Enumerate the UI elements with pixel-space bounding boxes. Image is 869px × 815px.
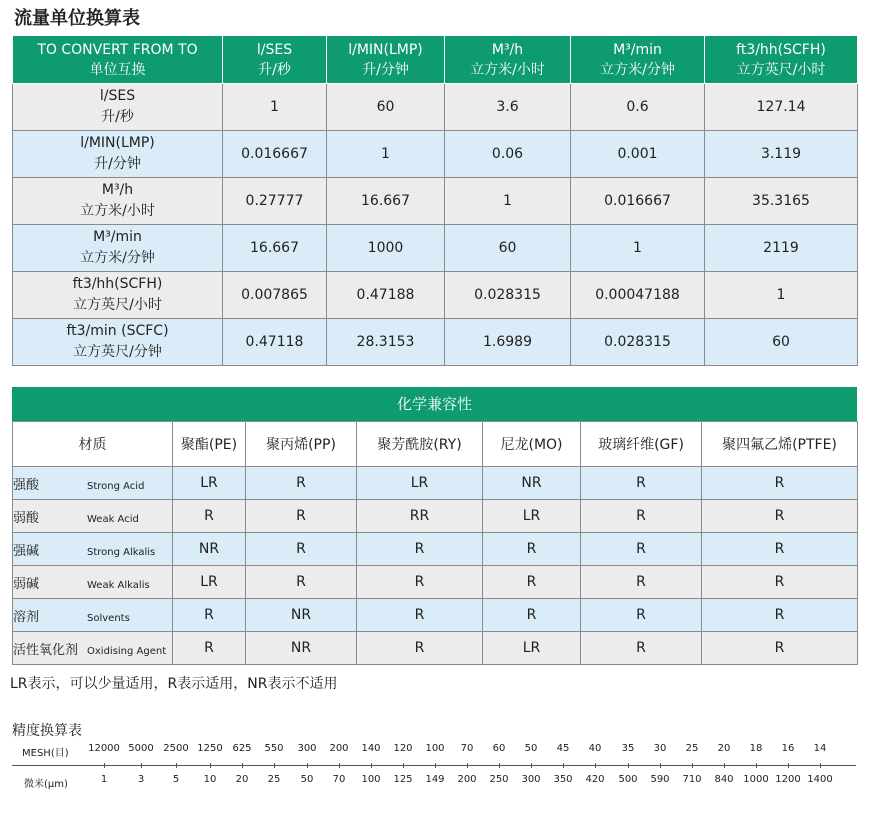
mesh-value: 30: [653, 743, 667, 754]
mesh-value: 60: [492, 743, 506, 754]
table-cell: R: [173, 500, 246, 533]
mesh-value: 25: [685, 743, 699, 754]
flow-header-cell: M³/h 立方米/小时: [445, 36, 571, 84]
mesh-value: 550: [264, 743, 284, 754]
table-cell: 0.007865: [223, 272, 327, 319]
scale-tick: [692, 763, 693, 768]
table-cell: 60: [705, 319, 858, 366]
scale-tick: [307, 763, 308, 768]
table-cell: 0.6: [571, 84, 705, 131]
mesh-scale-line: [12, 765, 856, 766]
micron-value: 1400: [807, 774, 833, 785]
micron-value: 250: [489, 774, 509, 785]
micron-value: 500: [618, 774, 638, 785]
flow-header-cell: l/MIN(LMP) 升/分钟: [327, 36, 445, 84]
table-cell: R: [357, 533, 483, 566]
row-header: l/MIN(LMP) 升/分钟: [13, 131, 223, 178]
flow-conversion-table: [12, 35, 858, 366]
mesh-value: 45: [556, 743, 570, 754]
table-cell: 0.001: [571, 131, 705, 178]
micron-value: 5: [172, 774, 180, 785]
table-cell: R: [702, 566, 858, 599]
mesh-value: 5000: [128, 743, 154, 754]
table-cell: R: [483, 533, 581, 566]
mesh-value: 1250: [197, 743, 223, 754]
scale-tick: [820, 763, 821, 768]
table-cell: R: [246, 566, 357, 599]
table-row: [13, 272, 858, 319]
scale-tick: [660, 763, 661, 768]
table-cell: NR: [246, 599, 357, 632]
scale-tick: [104, 763, 105, 768]
chem-header-row: [13, 422, 858, 467]
micron-value: 590: [650, 774, 670, 785]
table-cell: R: [357, 566, 483, 599]
table-cell: R: [173, 632, 246, 665]
row-header: ft3/min (SCFC) 立方英尺/分钟: [13, 319, 223, 366]
table-cell: R: [246, 533, 357, 566]
micron-value: 420: [585, 774, 605, 785]
material-cell: 活性氧化剂 Oxidising Agent: [13, 632, 173, 665]
mesh-row-label: MESH(目): [22, 748, 69, 759]
table-cell: R: [357, 632, 483, 665]
table-cell: LR: [357, 467, 483, 500]
micron-value: 20: [235, 774, 249, 785]
scale-tick: [403, 763, 404, 768]
micron-value: 50: [300, 774, 314, 785]
flow-header-cell: TO CONVERT FROM TO 单位互换: [13, 36, 223, 84]
table-cell: R: [581, 599, 702, 632]
table-row: [13, 533, 858, 566]
chem-table-title: 化学兼容性: [12, 387, 857, 421]
micron-value: 710: [682, 774, 702, 785]
mesh-value: 140: [361, 743, 381, 754]
table-cell: 1: [327, 131, 445, 178]
table-row: [13, 500, 858, 533]
mesh-value: 50: [524, 743, 538, 754]
mesh-value: 16: [781, 743, 795, 754]
table-cell: NR: [173, 533, 246, 566]
table-cell: 3.119: [705, 131, 858, 178]
row-header: M³/min 立方米/分钟: [13, 225, 223, 272]
chem-header-cell: 聚芳酰胺(RY): [357, 422, 483, 467]
table-cell: 0.00047188: [571, 272, 705, 319]
mesh-value: 70: [460, 743, 474, 754]
scale-tick: [274, 763, 275, 768]
table-cell: LR: [483, 500, 581, 533]
legend-note: LR表示，可以少量适用，R表示适用，NR表示不适用: [10, 676, 338, 692]
row-header: ft3/hh(SCFH) 立方英尺/小时: [13, 272, 223, 319]
scale-tick: [141, 763, 142, 768]
chemical-compatibility-table: [12, 421, 858, 665]
table-cell: R: [581, 500, 702, 533]
table-row: [13, 632, 858, 665]
table-cell: 0.47188: [327, 272, 445, 319]
table-cell: 0.27777: [223, 178, 327, 225]
table-cell: NR: [483, 467, 581, 500]
table-cell: 1: [223, 84, 327, 131]
scale-tick: [531, 763, 532, 768]
table-cell: R: [246, 500, 357, 533]
table-row: [13, 84, 858, 131]
flow-header-cell: ft3/hh(SCFH) 立方英尺/小时: [705, 36, 858, 84]
table-cell: 1: [571, 225, 705, 272]
micron-value: 3: [137, 774, 145, 785]
micron-value: 1: [100, 774, 108, 785]
scale-tick: [435, 763, 436, 768]
table-cell: NR: [246, 632, 357, 665]
material-cell: 弱酸 Weak Acid: [13, 500, 173, 533]
chem-header-cell: 聚四氟乙烯(PTFE): [702, 422, 858, 467]
scale-tick: [210, 763, 211, 768]
mesh-value: 20: [717, 743, 731, 754]
table-cell: R: [246, 467, 357, 500]
table-cell: 28.3153: [327, 319, 445, 366]
table-cell: 35.3165: [705, 178, 858, 225]
mesh-value: 100: [425, 743, 445, 754]
table-cell: 2119: [705, 225, 858, 272]
table-cell: LR: [173, 467, 246, 500]
scale-tick: [628, 763, 629, 768]
mesh-value: 2500: [163, 743, 189, 754]
table-cell: R: [702, 533, 858, 566]
mesh-table-title: 精度换算表: [12, 723, 82, 739]
table-cell: 0.47118: [223, 319, 327, 366]
mesh-value: 14: [813, 743, 827, 754]
micron-value: 125: [393, 774, 413, 785]
chem-header-cell: 聚酯(PE): [173, 422, 246, 467]
mesh-value: 120: [393, 743, 413, 754]
scale-tick: [499, 763, 500, 768]
row-header: M³/h 立方米/小时: [13, 178, 223, 225]
table-cell: 3.6: [445, 84, 571, 131]
scale-tick: [371, 763, 372, 768]
table-cell: R: [581, 632, 702, 665]
mesh-value: 12000: [88, 743, 120, 754]
scale-tick: [756, 763, 757, 768]
table-cell: R: [702, 632, 858, 665]
chem-header-cell: 材质: [13, 422, 173, 467]
scale-tick: [339, 763, 340, 768]
table-cell: R: [483, 566, 581, 599]
scale-tick: [788, 763, 789, 768]
scale-tick: [595, 763, 596, 768]
table-cell: 60: [327, 84, 445, 131]
table-cell: R: [581, 467, 702, 500]
mesh-value: 200: [329, 743, 349, 754]
mesh-value: 625: [232, 743, 252, 754]
table-cell: 1.6989: [445, 319, 571, 366]
table-cell: 1000: [327, 225, 445, 272]
mesh-value: 18: [749, 743, 763, 754]
table-cell: RR: [357, 500, 483, 533]
table-cell: R: [357, 599, 483, 632]
mesh-value: 35: [621, 743, 635, 754]
mesh-value: 40: [588, 743, 602, 754]
table-cell: R: [702, 467, 858, 500]
table-cell: R: [581, 533, 702, 566]
row-header: l/SES 升/秒: [13, 84, 223, 131]
table-cell: 1: [705, 272, 858, 319]
scale-tick: [242, 763, 243, 768]
table-cell: 0.016667: [571, 178, 705, 225]
micron-value: 1000: [743, 774, 769, 785]
table-cell: 1: [445, 178, 571, 225]
material-cell: 溶剂 Solvents: [13, 599, 173, 632]
table-row: [13, 319, 858, 366]
micron-value: 300: [521, 774, 541, 785]
chem-header-cell: 聚丙烯(PP): [246, 422, 357, 467]
table-cell: 0.016667: [223, 131, 327, 178]
micron-value: 200: [457, 774, 477, 785]
table-cell: 127.14: [705, 84, 858, 131]
table-cell: 16.667: [327, 178, 445, 225]
table-cell: LR: [173, 566, 246, 599]
scale-tick: [724, 763, 725, 768]
page-title: 流量单位换算表: [14, 8, 140, 29]
table-cell: LR: [483, 632, 581, 665]
chem-header-cell: 尼龙(MO): [483, 422, 581, 467]
table-row: [13, 599, 858, 632]
micron-value: 25: [267, 774, 281, 785]
micron-value: 350: [553, 774, 573, 785]
table-cell: R: [173, 599, 246, 632]
micron-value: 149: [425, 774, 445, 785]
mesh-value: 300: [297, 743, 317, 754]
table-cell: 0.028315: [445, 272, 571, 319]
material-cell: 弱碱 Weak Alkalis: [13, 566, 173, 599]
table-cell: R: [483, 599, 581, 632]
material-cell: 强酸 Strong Acid: [13, 467, 173, 500]
scale-tick: [176, 763, 177, 768]
micron-value: 840: [714, 774, 734, 785]
scale-tick: [467, 763, 468, 768]
micron-value: 100: [361, 774, 381, 785]
table-cell: 0.06: [445, 131, 571, 178]
micron-value: 70: [332, 774, 346, 785]
table-row: [13, 178, 858, 225]
table-cell: 60: [445, 225, 571, 272]
table-row: [13, 467, 858, 500]
material-cell: 强碱 Strong Alkalis: [13, 533, 173, 566]
table-cell: 0.028315: [571, 319, 705, 366]
table-row: [13, 131, 858, 178]
flow-header-cell: M³/min 立方米/分钟: [571, 36, 705, 84]
table-row: [13, 566, 858, 599]
table-cell: R: [702, 599, 858, 632]
scale-tick: [563, 763, 564, 768]
micron-row-label: 微米(μm): [24, 779, 68, 790]
table-row: [13, 225, 858, 272]
chem-header-cell: 玻璃纤维(GF): [581, 422, 702, 467]
table-cell: R: [581, 566, 702, 599]
table-cell: R: [702, 500, 858, 533]
table-cell: 16.667: [223, 225, 327, 272]
micron-value: 1200: [775, 774, 801, 785]
micron-value: 10: [203, 774, 217, 785]
flow-header-cell: l/SES 升/秒: [223, 36, 327, 84]
flow-header-row: [13, 36, 858, 84]
